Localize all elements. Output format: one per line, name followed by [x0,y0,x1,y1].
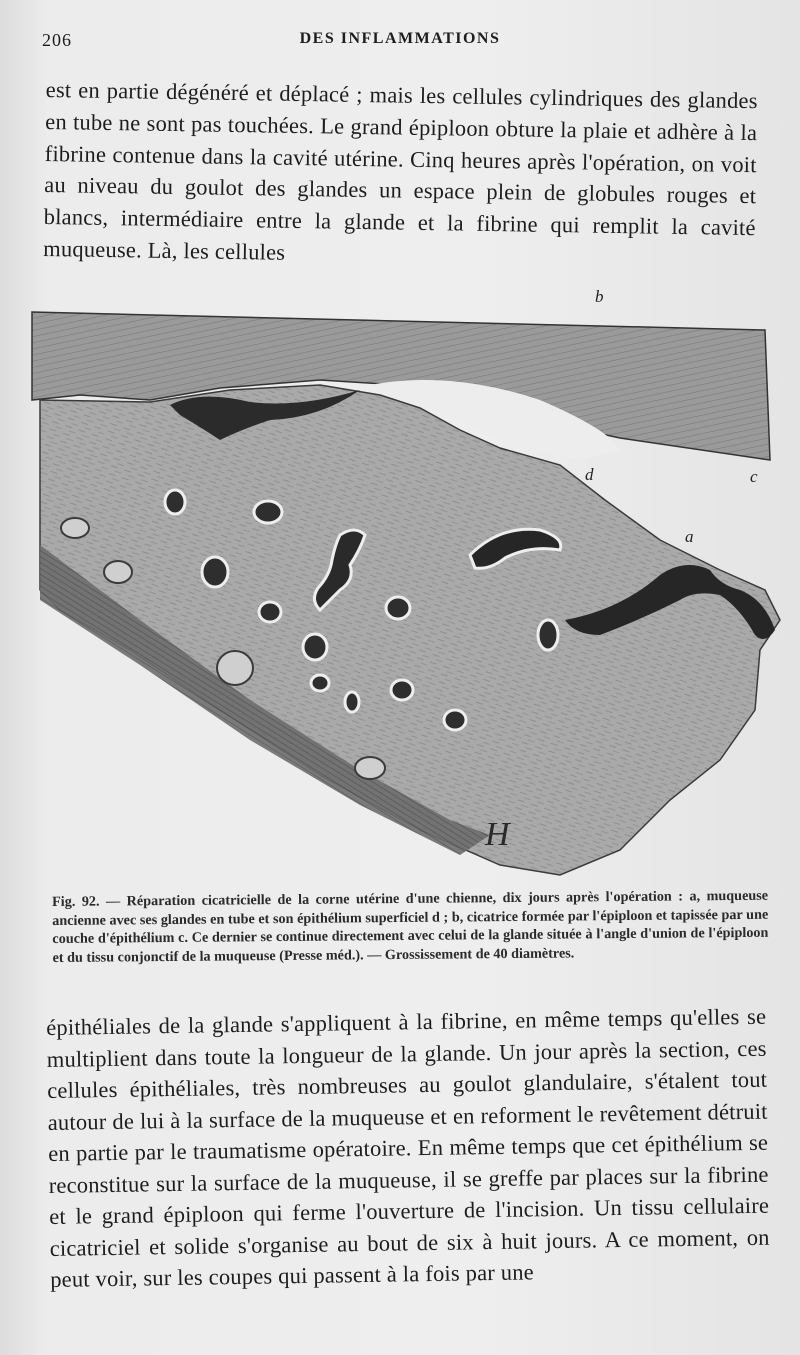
figure-caption [52,887,769,968]
label-a: a [685,527,694,546]
label-c: c [750,467,758,486]
label-b: b [595,290,604,306]
body-text-bottom: épithéliales de la glande s'appliquent à la fibrine, en même temps qu'elles se multiplient dans toute la longueur de la glande. Un jour après la section, ces cellules épithéliales, très nombreuses au goulot glandulaire, s'étalent tout autour de lui à la surface de la muqueuse et en reforment le revêtement détruit en partie par le traumatisme opératoire. En même temps que cet épithélium se reconstitue sur la surface de la muqueuse, il se greffe par places sur la fibrine et le grand épiploon qui ferme l'ouverture de l'incision. Un tissu cellulaire cicatriciel et solide s'organise au bout de six à huit jours. A ce moment, on peut voir, sur les coupes qui passent à la fois par une [46,1003,770,1292]
figure-label: Fig. 92. [52,893,100,910]
page-header [0,30,800,56]
running-head: DES INFLAMMATIONS [299,30,501,47]
tissue-section-illustration [20,290,790,880]
page-number: 206 [42,30,72,50]
caption-text: — Réparation cicatricielle de la corne utérine d'une chienne, dix jours après l'opération : a, muqueuse ancienne avec ses glandes en tube et son épithélium superficiel d ; b, cicatrice formée par l'épiploon et tapissée par une couche d'épithélium c. Ce dernier se continue directement avec celui de la glande située à l'angle d'union de l'épiploon et du tissu conjonctif de la muqueuse (Presse méd.). — Grossissement de 40 diamètres. [52,887,769,966]
body-text-top: est en partie dégénéré et déplacé ; mais les cellules cylindriques des glandes en tube ne sont pas touchées. Le grand épiploon obture la plaie et adhère à la fibrine contenue dans la cavité utérine. Cinq heures après l'opération, on voit au niveau du goulot des glandes un espace plein de globules rouges et blancs, intermédiaire entre la glande et la fibrine qui remplit la cavité muqueuse. Là, les cellules [43,76,758,265]
engraver-signature: H [485,816,510,853]
histology-figure [20,290,790,880]
label-d: d [585,465,594,484]
